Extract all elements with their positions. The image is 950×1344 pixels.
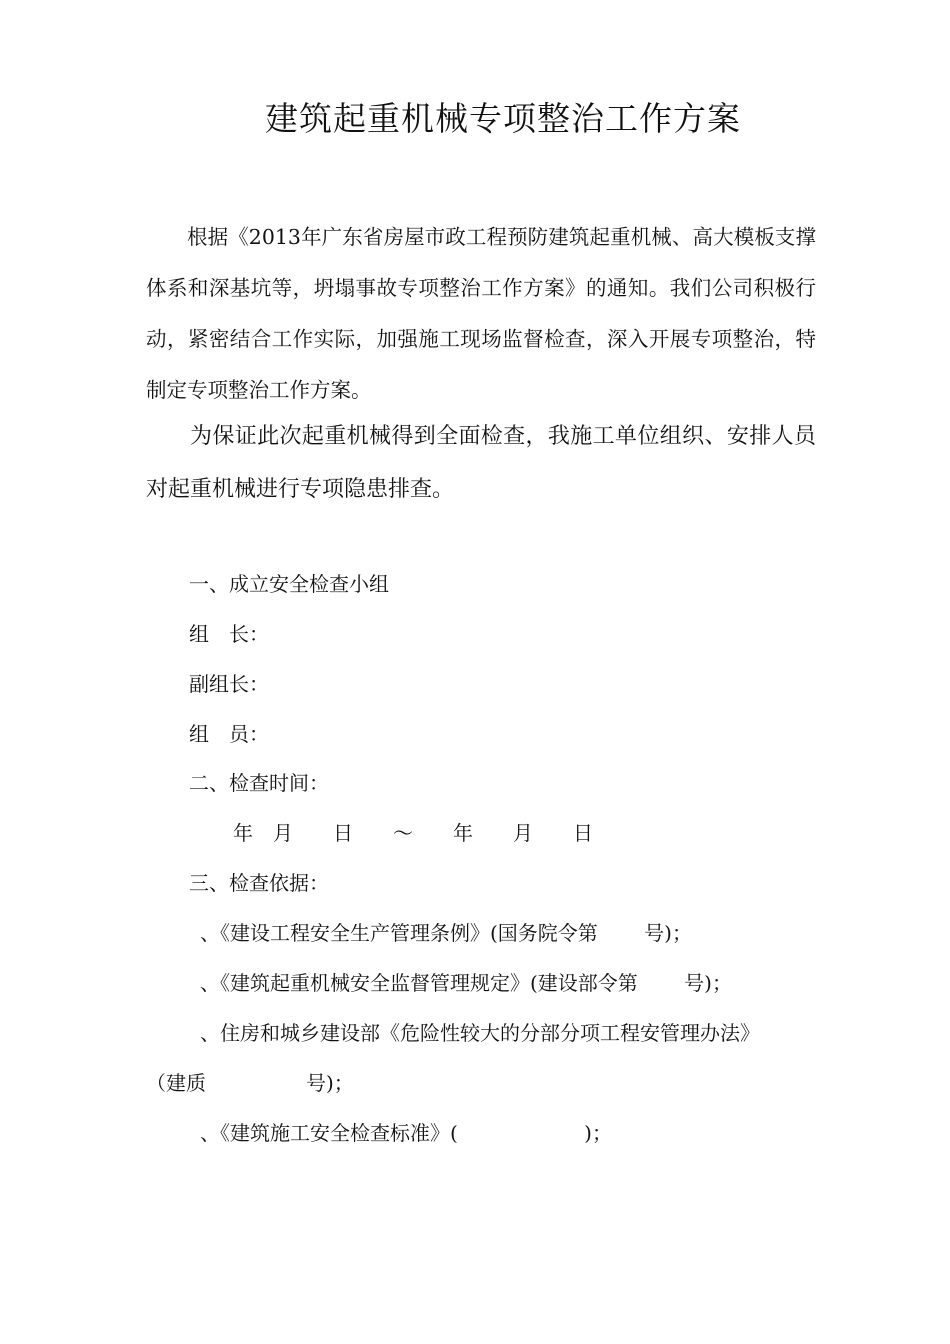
basis-item-3-line2: （建质 号)； — [146, 1071, 354, 1095]
deputy-leader-label: 副组长： — [189, 672, 269, 696]
basis-item-3-line1: 、住房和城乡建设部《危险性较大的分部分项工程安管理办法》 — [200, 1021, 760, 1045]
basis-item-2: 、《建筑起重机械安全监督管理规定》(建设部令第 号)； — [200, 971, 732, 995]
purpose-paragraph: 为保证此次起重机械得到全面检查，我施工单位组织、安排人员对起重机械进行专项隐患排查。 — [146, 424, 816, 502]
members-label: 组 员： — [189, 722, 269, 746]
section2-heading: 二、检查时间： — [189, 771, 329, 795]
section1-heading: 一、成立安全检查小组 — [189, 572, 389, 596]
basis-item-4: 、《建筑施工安全检查标准》( )； — [200, 1121, 612, 1145]
document-title: 建筑起重机械专项整治工作方案 — [265, 99, 741, 138]
inspection-date-range: 年 月 日 ～ 年 月 日 — [233, 821, 593, 845]
leader-label: 组 长： — [189, 622, 269, 646]
intro-paragraph: 根据《2013年广东省房屋市政工程预防建筑起重机械、高大模板支撑体系和深基坑等，坍塌事故专项整治工作方案》的通知。我们公司积极行动，紧密结合工作实际，加强施工现场监督检查，深入开展专项整治，特制定专项整治工作方案。 — [146, 225, 816, 402]
basis-item-1: 、《建设工程安全生产管理条例》(国务院令第 号)； — [200, 921, 692, 945]
section3-heading: 三、检查依据： — [189, 871, 329, 895]
